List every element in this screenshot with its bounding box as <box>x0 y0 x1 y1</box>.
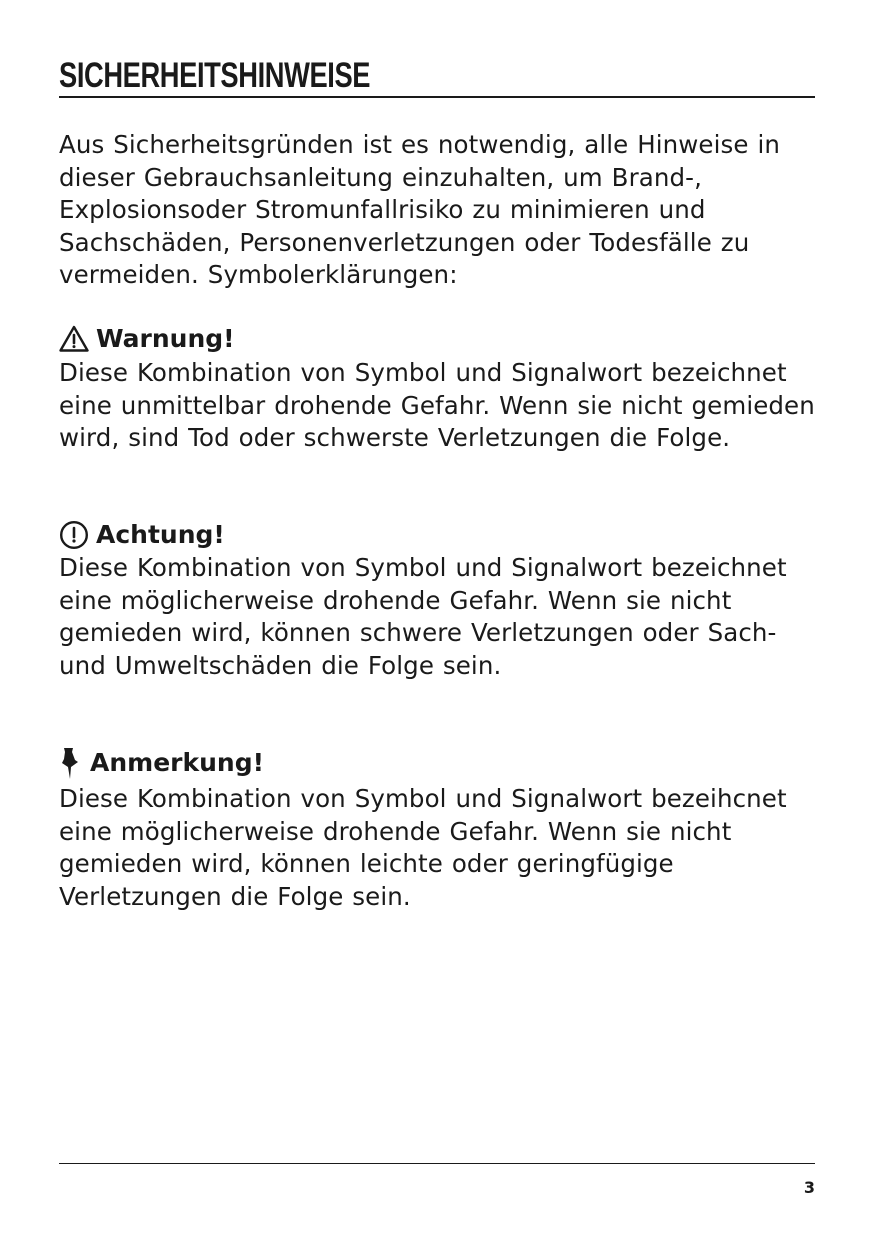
pushpin-icon <box>59 746 83 780</box>
note-description: Diese Kombination von Symbol und Signalwort bezeihcnet eine möglicherweise drohende Gefahr. Wenn sie nicht gemieden wird, können leichte oder geringfügige Verletzungen die Folge sein. <box>59 784 787 911</box>
heading-divider <box>59 96 815 98</box>
intro-paragraph: Aus Sicherheitsgründen ist es notwendig, alle Hinweise in dieser Gebrauchsanleitung einzuhalten, um Brand-, Explosionsoder Stromunfallrisiko zu minimieren und Sachschäden, Personenverletzungen oder Todesfälle zu vermeiden. Symbolerklärungen: <box>59 130 780 289</box>
note-title <box>59 746 264 780</box>
caution-title <box>59 518 225 552</box>
warning-triangle-icon <box>59 325 89 353</box>
warning-description: Diese Kombination von Symbol und Signalwort bezeichnet eine unmittelbar drohende Gefahr. Wenn sie nicht gemieden wird, sind Tod oder schwerste Verletzungen die Folge. <box>59 358 815 452</box>
caution-description: Diese Kombination von Symbol und Signalwort bezeichnet eine möglicherweise drohende Gefahr. Wenn sie nicht gemieden wird, können schwere Verletzungen oder Sach- und Umweltschäden die Folge sein. <box>59 553 787 680</box>
warning-title <box>59 322 235 356</box>
exclamation-circle-icon <box>59 520 89 550</box>
note-title-label: Anmerkung! <box>90 748 264 777</box>
footer-divider <box>59 1163 815 1164</box>
page-heading: SICHERHEITSHINWEISE <box>59 56 371 95</box>
warning-title-label: Warnung! <box>96 324 235 353</box>
caution-title-label: Achtung! <box>96 520 225 549</box>
page-number: 3 <box>803 1178 815 1197</box>
